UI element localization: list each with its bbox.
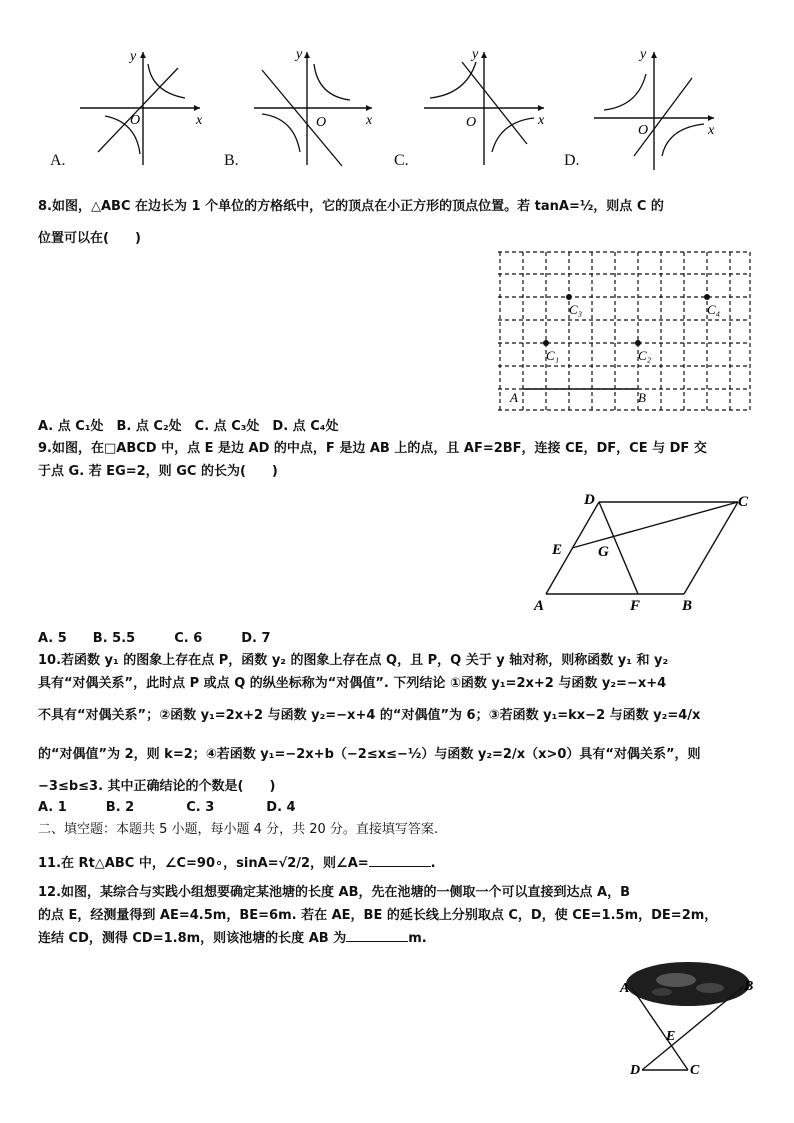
graph-a-figure xyxy=(50,40,210,180)
svg-text:B: B xyxy=(682,598,693,614)
svg-text:F: F xyxy=(630,598,641,614)
q10-line2: 具有“对偶关系”，此时点 P 或点 Q 的纵坐标称为“对偶值”. 下列结论 ①函数 y₁=2x+2 与函数 y₂=−x+4 xyxy=(38,676,667,691)
graph-d-figure xyxy=(562,40,732,180)
graph-option-c xyxy=(392,40,552,180)
option-letter-d: D. xyxy=(564,152,580,169)
option-letter-b: B. xyxy=(224,152,239,169)
q10-line1: 10.若函数 y₁ 的图象上存在点 P，函数 y₂ 的图象上存在点 Q，且 P，Q 关于 y 轴对称，则称函数 y₁ 和 y₂ xyxy=(38,653,669,668)
q11-end: . xyxy=(430,856,436,871)
svg-text:G: G xyxy=(598,544,609,560)
svg-text:D: D xyxy=(584,492,595,508)
q8-line2: 位置可以在( ) xyxy=(38,231,141,246)
q10-line3: 不具有“对偶关系”；②函数 y₁=2x+2 与函数 y₂=−x+4 的“对偶值”为 6；③若函数 y₁=kx−2 与函数 y₂=4/x xyxy=(38,708,701,723)
svg-text:C₂: C₂ xyxy=(638,348,652,363)
svg-text:O: O xyxy=(316,115,327,130)
svg-text:y: y xyxy=(472,47,479,62)
q12-line1: 12.如图，某综合与实践小组想要确定某池塘的长度 AB，先在池塘的一侧取一个可以直接到达点 A，B xyxy=(38,885,631,900)
svg-text:D: D xyxy=(630,1063,641,1078)
svg-text:B: B xyxy=(638,390,646,405)
q12-line2: 的点 E，经测量得到 AE=4.5m，BE=6m. 若在 AE，BE 的延长线上分别取点 C，D，使 CE=1.5m，DE=2m， xyxy=(38,908,718,923)
svg-text:x: x xyxy=(538,113,545,128)
svg-text:E: E xyxy=(552,542,563,558)
svg-text:C₄: C₄ xyxy=(707,302,721,317)
svg-text:C: C xyxy=(738,494,749,510)
svg-text:x: x xyxy=(366,113,373,128)
svg-text:C₃: C₃ xyxy=(569,302,583,317)
q12-line3-text: 连结 CD，测得 CD=1.8m，则该池塘的长度 AB 为 xyxy=(38,931,347,946)
q10-line4: 的“对偶值”为 2，则 k=2；④若函数 y₁=−2x+b（−2≤x≤−½）与函数 y₂=2/x（x>0）具有“对偶关系”，则 xyxy=(38,747,701,762)
svg-text:y: y xyxy=(130,49,137,64)
q9-parallelogram-figure xyxy=(526,486,766,616)
q8-options: A. 点 C₁处 B. 点 C₂处 C. 点 C₃处 D. 点 C₄处 xyxy=(38,419,339,434)
q11-answer-blank[interactable] xyxy=(369,852,431,867)
svg-text:A: A xyxy=(620,981,630,996)
graph-option-a xyxy=(50,40,210,180)
graph-c-figure xyxy=(392,40,552,180)
q8-grid-svg xyxy=(498,250,754,414)
q8-grid-figure xyxy=(498,250,754,414)
q9-line2: 于点 G. 若 EG=2，则 GC 的长为( ) xyxy=(38,464,278,479)
option-letter-c: C. xyxy=(394,152,409,169)
q12-line3-end: m. xyxy=(408,931,427,946)
q12-line3 xyxy=(38,927,760,950)
q11-text: 11.在 Rt△ABC 中，∠C=90∘，sinA=√2/2，则∠A= xyxy=(38,856,369,871)
graph-option-d xyxy=(562,40,732,180)
q11 xyxy=(38,852,760,875)
svg-text:x: x xyxy=(708,123,715,138)
q9-line1: 9.如图，在□ABCD 中，点 E 是边 AD 的中点，F 是边 AB 上的点，且 AF=2BF，连接 CE，DF，CE 与 DF 交 xyxy=(38,441,707,456)
q10-line5: −3≤b≤3. 其中正确结论的个数是( ) xyxy=(38,779,276,794)
q10-options: A. 1 B. 2 C. 3 D. 4 xyxy=(38,800,296,815)
q9-options: A. 5 B. 5.5 C. 6 D. 7 xyxy=(38,631,271,646)
svg-text:A: A xyxy=(510,390,518,405)
svg-text:C₁: C₁ xyxy=(546,348,560,363)
section-2-heading: 二、填空题：本题共 5 小题，每小题 4 分，共 20 分。直接填写答案. xyxy=(38,822,439,837)
svg-text:E: E xyxy=(666,1029,676,1044)
q12-answer-blank[interactable] xyxy=(346,927,408,942)
q8-line1: 8.如图，△ABC 在边长为 1 个单位的方格纸中，它的顶点在小正方形的顶点位置。若 tanA=½，则点 C 的 xyxy=(38,199,664,214)
graph-b-figure xyxy=(222,40,382,180)
graph-option-b xyxy=(222,40,382,180)
svg-text:A: A xyxy=(534,598,545,614)
svg-text:O: O xyxy=(638,123,649,138)
q12-svg xyxy=(612,950,762,1080)
svg-text:O: O xyxy=(130,113,141,128)
svg-text:O: O xyxy=(466,115,477,130)
svg-text:y: y xyxy=(640,47,647,62)
option-letter-a: A. xyxy=(50,152,66,169)
svg-text:x: x xyxy=(196,113,203,128)
q12-pond-figure xyxy=(612,950,762,1080)
svg-text:B: B xyxy=(744,979,754,994)
q9-svg xyxy=(526,486,766,616)
svg-text:C: C xyxy=(690,1063,700,1078)
svg-text:y: y xyxy=(296,47,303,62)
